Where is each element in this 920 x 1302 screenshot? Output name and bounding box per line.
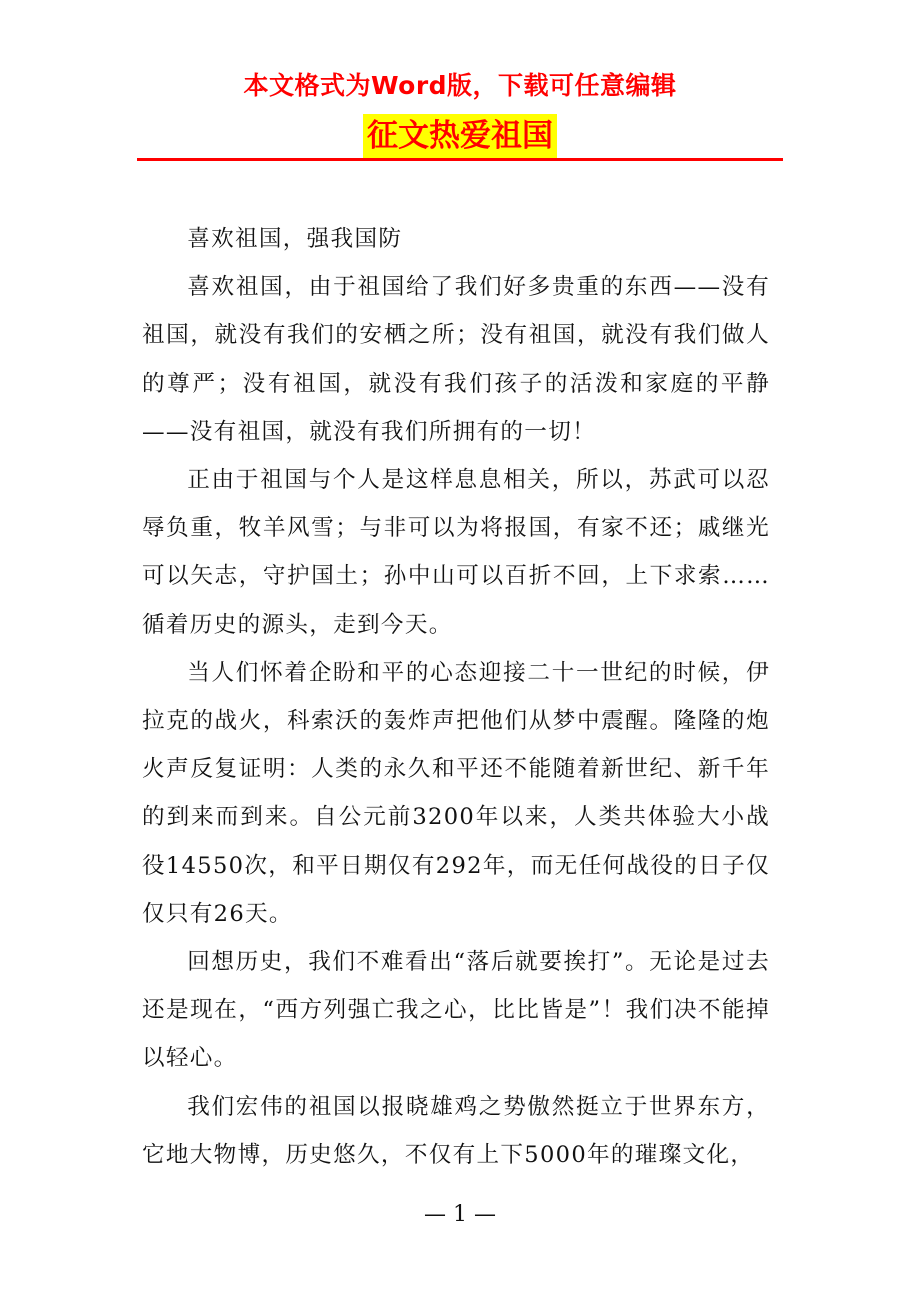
document-body (142, 215, 770, 1179)
page-number: — 1 — (424, 1202, 496, 1227)
body-paragraph: 回想历史，我们不难看出“落后就要挨打”。无论是过去还是现在，“西方列强亡我之心，比比皆是”！我们决不能掉以轻心。 (142, 949, 770, 1072)
body-paragraph: 我们宏伟的祖国以报晓雄鸡之势傲然挺立于世界东方，它地大物博，历史悠久，不仅有上下5000年的璀璨文化， (142, 1093, 770, 1168)
format-notice: 本文格式为Word版，下载可任意编辑 (243, 71, 677, 100)
body-paragraph: 当人们怀着企盼和平的心态迎接二十一世纪的时候，伊拉克的战火，科索沃的轰炸声把他们从梦中震醒。隆隆的炮火声反复证明：人类的永久和平还不能随着新世纪、新千年的到来而到来。自公元前3200年以来，人类共体验大小战役14550次，和平日期仅有292年，而无任何战役的日子仅仅只有26天。 (142, 659, 770, 927)
title-container (0, 114, 920, 158)
title-divider (137, 158, 783, 161)
body-paragraph: 喜欢祖国，由于祖国给了我们好多贵重的东西——没有祖国，就没有我们的安栖之所；没有祖国，就没有我们做人的尊严；没有祖国，就没有我们孩子的活泼和家庭的平静——没有祖国，就没有我们所拥有的一切！ (142, 274, 770, 445)
body-paragraph: 喜欢祖国，强我国防 (187, 226, 403, 252)
document-title: 征文热爱祖国 (363, 114, 557, 158)
body-paragraph: 正由于祖国与个人是这样息息相关，所以，苏武可以忍辱负重，牧羊风雪；与非可以为将报国，有家不还；戚继光可以矢志，守护国土；孙中山可以百折不回，上下求索……循着历史的源头，走到今天。 (142, 467, 770, 638)
